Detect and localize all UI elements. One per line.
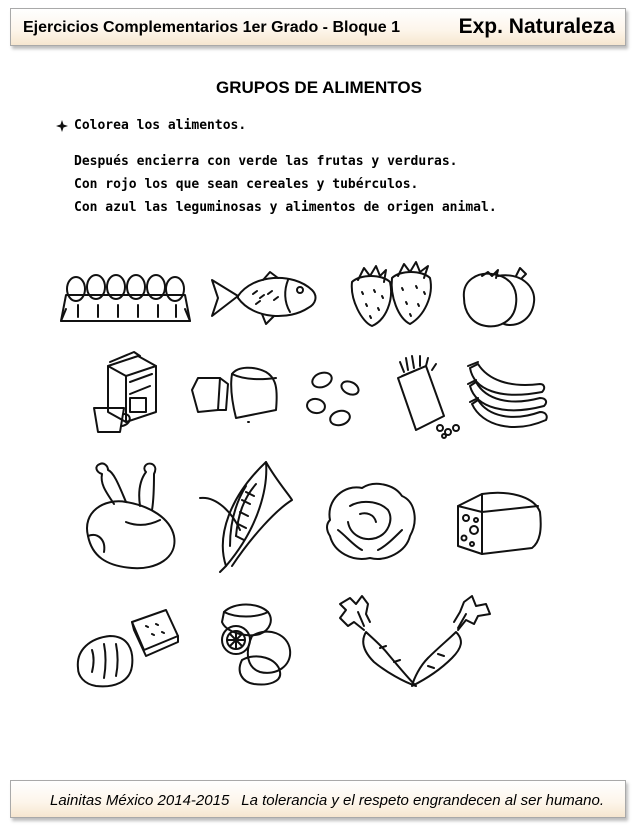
corn-illustration — [196, 456, 296, 574]
page-title: GRUPOS DE ALIMENTOS — [216, 78, 422, 97]
lemons-illustration — [212, 600, 296, 686]
footer-motto: La tolerancia y el respeto engrandecen al ser humano. — [241, 792, 604, 809]
instruction-line-1: Después encierra con verde las frutas y verduras. — [74, 154, 458, 169]
instruction-line-2: Con rojo los que sean cereales y tubérculos. — [74, 177, 419, 192]
egg-carton-illustration — [58, 265, 193, 327]
header-banner — [10, 8, 626, 46]
footer-credit: Lainitas México 2014-2015 — [50, 792, 230, 809]
header-subject-title: Exp. Naturaleza — [458, 15, 615, 38]
instruction-line-3: Con azul las leguminosas y alimentos de origen animal. — [74, 200, 497, 215]
milk-carton-and-cup-illustration — [90, 348, 162, 436]
strawberries-illustration — [346, 260, 436, 330]
lettuce-illustration — [320, 476, 420, 564]
instruction-bullet: Colorea los alimentos. — [74, 118, 247, 133]
cheese-illustration — [452, 486, 544, 558]
chicken-illustration — [74, 462, 184, 574]
bread-rolls-illustration — [74, 606, 186, 688]
header-subject-line: Ejercicios Complementarios 1er Grado - Bloque 1 — [23, 19, 400, 36]
carrots-illustration — [336, 592, 496, 692]
fish-illustration — [208, 268, 320, 326]
diamond-bullet-icon — [56, 120, 68, 132]
bananas-illustration — [460, 356, 552, 436]
pasta-package-illustration — [382, 354, 462, 440]
bread-loaves-illustration — [188, 362, 280, 424]
tomatoes-illustration — [458, 262, 538, 330]
footer-banner — [10, 780, 626, 818]
beans-illustration — [300, 366, 370, 434]
